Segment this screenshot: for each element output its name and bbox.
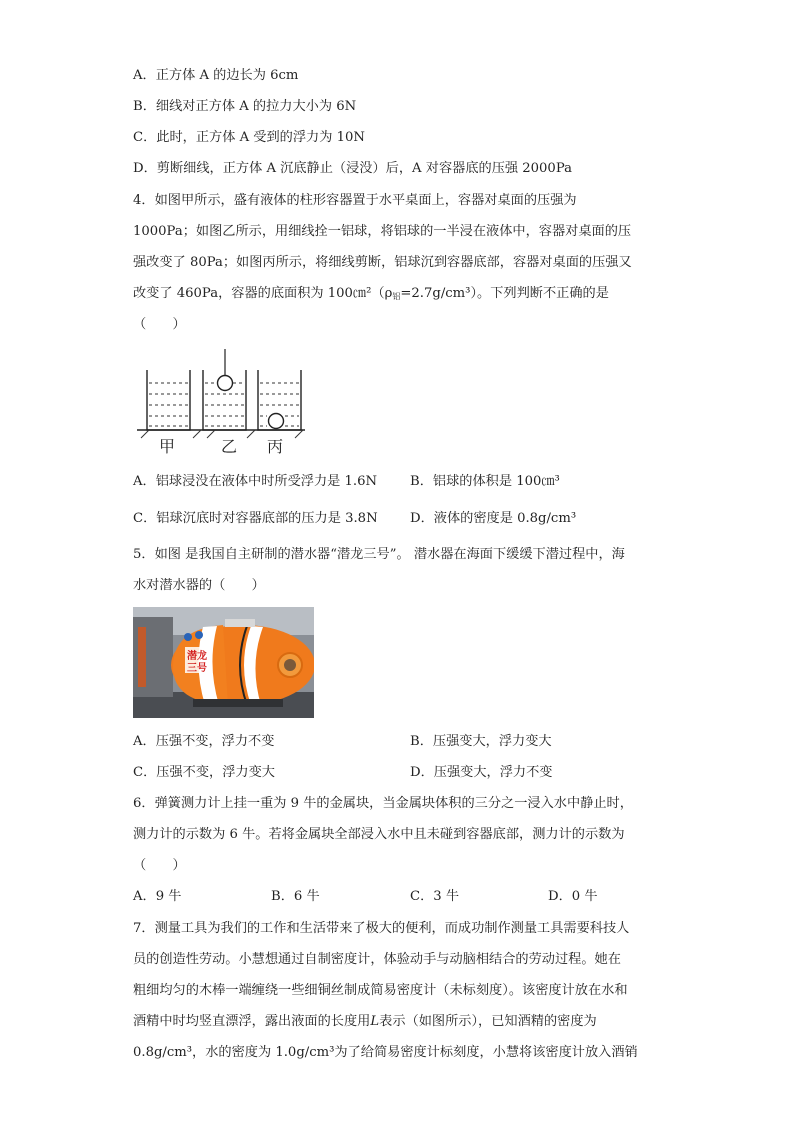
aluminum-ball-sunk (269, 414, 284, 429)
q5-stem-line1: 5．如图 是我国自主研制的潜水器“潜龙三号”。 潜水器在海面下缓缓下潜过程中，海 (133, 547, 625, 562)
q4-option-c: C．铝球沉底时对容器底部的压力是 3.8N (133, 511, 378, 526)
q7-stem-line4-post: 表示（如图所示），已知酒精的密度为 (379, 1014, 597, 1029)
q5-stem-line2: 水对潜水器的（ ） (133, 578, 265, 593)
q4-answer-bracket: （ ） (133, 317, 186, 332)
label-yi: 乙 (221, 437, 238, 456)
q4-stem-line4 (133, 284, 609, 307)
q5-option-b: B．压强变大，浮力变大 (410, 734, 552, 749)
aluminum-ball-hanging (218, 376, 233, 391)
q3-option-a: A．正方体 A 的边长为 6cm (133, 68, 299, 83)
q4-option-b: B．铝球的体积是 100㎝³ (410, 474, 560, 489)
q4-option-a: A．铝球浸没在液体中时所受浮力是 1.6N (133, 474, 378, 489)
q6-stem-line2: 测力计的示数为 6 牛。若将金属块全部浸入水中且未碰到容器底部，测力计的示数为 (133, 827, 625, 842)
q6-option-d: D．0 牛 (548, 889, 598, 904)
q4-stem-line3: 强改变了 80Pa；如图丙所示，将细线剪断，铝球沉到容器底部，容器对桌面的压强又 (133, 255, 632, 270)
q7-stem-line4 (133, 1012, 597, 1032)
q7-stem-line3: 粗细均匀的木棒一端缠绕一些细铜丝制成简易密度计（未标刻度）。该密度计放在水和 (133, 983, 628, 998)
q6-option-b: B．6 牛 (271, 889, 320, 904)
q7-stem-line1: 7．测量工具为我们的工作和生活带来了极大的便利，而成功制作测量工具需要科技人 (133, 921, 630, 936)
q3-option-d: D．剪断细线，正方体 A 沉底静止（浸没）后，A 对容器底的压强 2000Pa (133, 161, 572, 176)
q7-stem-line4-pre: 酒精中时均竖直漂浮，露出液面的长度用 (133, 1014, 371, 1029)
q7-stem-line2: 员的创造性劳动。小慧想通过自制密度计，体验动手与动脑相结合的劳动过程。她在 (133, 952, 621, 967)
q4-stem-line1: 4．如图甲所示，盛有液体的柱形容器置于水平桌面上，容器对桌面的压强为 (133, 193, 577, 208)
q4-containers-figure (137, 345, 312, 460)
q3-option-c: C．此时，正方体 A 受到的浮力为 10N (133, 130, 365, 145)
q4-stem-line2: 1000Pa；如图乙所示，用细线拴一铝球，将铝球的一半浸在液体中，容器对桌面的压 (133, 224, 632, 239)
q3-option-b: B．细线对正方体 A 的拉力大小为 6N (133, 99, 357, 114)
q6-option-a: A．9 牛 (133, 889, 182, 904)
q5-option-a: A．压强不变，浮力不变 (133, 734, 275, 749)
q5-option-d: D．压强变大，浮力不变 (410, 765, 553, 780)
q6-option-c: C．3 牛 (410, 889, 460, 904)
submersible-photo (133, 607, 314, 718)
container-jia (147, 370, 190, 430)
photo-name-line1: 潜龙 (187, 651, 207, 662)
q4-stem-line4-pre: 改变了 460Pa，容器的底面积为 100㎝²（ρ (133, 286, 393, 301)
q6-answer-bracket: （ ） (133, 858, 186, 873)
q4-stem-line4-post: =2.7g/cm³）。下列判断不正确的是 (400, 286, 609, 301)
q4-rho-subscript: 铝 (392, 292, 401, 301)
label-bing: 丙 (267, 437, 284, 456)
q5-option-c: C．压强不变，浮力变大 (133, 765, 275, 780)
q7-stem-line5: 0.8g/cm³，水的密度为 1.0g/cm³为了给简易密度计标刻度，小慧将该密度计放入酒销 (133, 1045, 638, 1060)
label-jia: 甲 (159, 437, 176, 456)
q7-variable-l: L (370, 1014, 380, 1029)
q6-stem-line1: 6．弹簧测力计上挂一重为 9 牛的金属块，当金属块体积的三分之一浸入水中静止时， (133, 796, 633, 811)
photo-name-line2: 三号 (187, 663, 207, 674)
q4-option-d: D．液体的密度是 0.8g/cm³ (410, 511, 577, 526)
